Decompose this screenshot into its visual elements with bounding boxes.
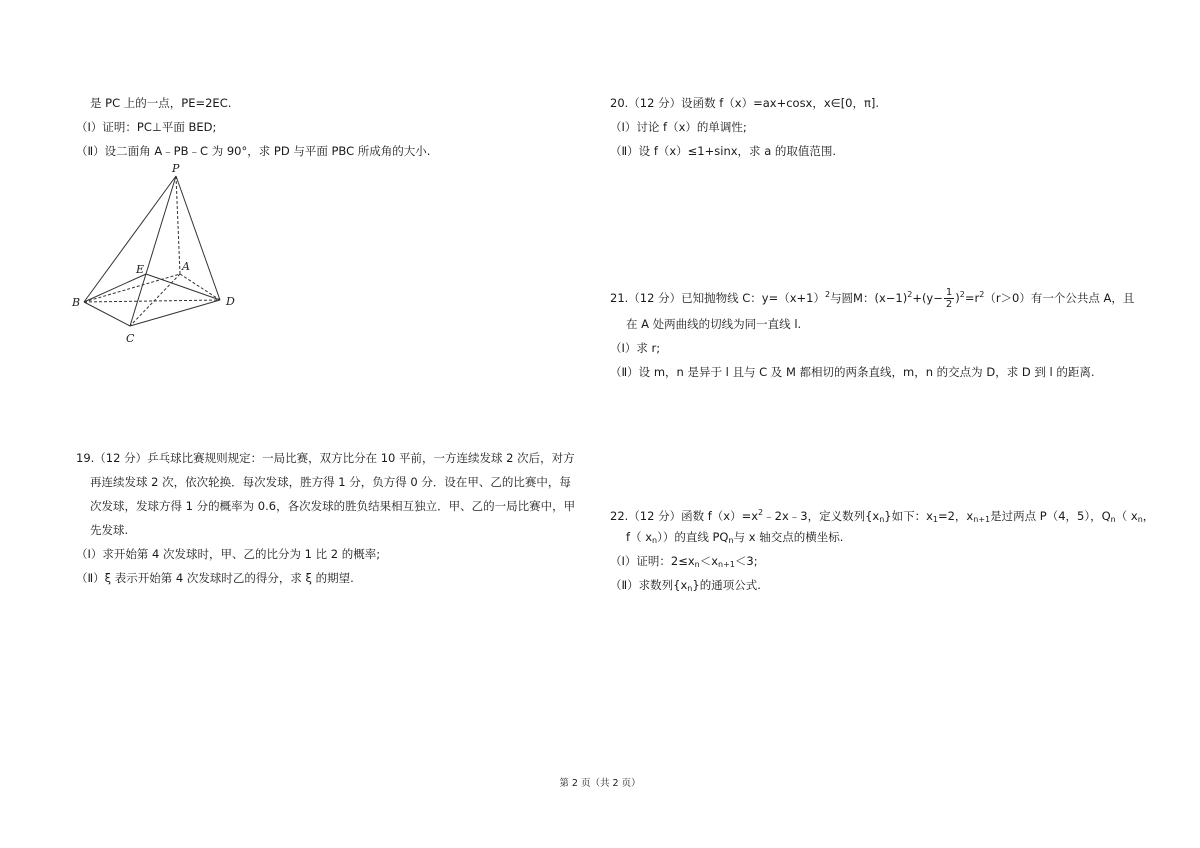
- q22-l2-c: 与 x 轴交点的横坐标.: [733, 530, 844, 544]
- q21-exp-circle-x: 2: [907, 290, 913, 299]
- edge-BA-dashed: [84, 274, 180, 302]
- edge-PC: [130, 176, 176, 326]
- q22-text-f: （ x: [1115, 509, 1138, 523]
- label-P: P: [172, 162, 180, 175]
- pyramid-figure: [60, 162, 260, 352]
- q22-sub-1: 1: [932, 515, 938, 524]
- q22-p2-b: }的通项公式.: [692, 578, 761, 592]
- q22-l2-a: f（ x: [626, 530, 653, 544]
- q18-continuation: 是 PC 上的一点，PE=2EC.: [90, 96, 232, 110]
- q19-line2: 再连续发球 2 次，依次轮换．每次发球，胜方得 1 分，负方得 0 分．设在甲、乙的比赛中，每: [90, 475, 571, 489]
- q20-part2: （Ⅱ）设 f（x）≤1+sinx，求 a 的取值范围.: [610, 144, 837, 158]
- edge-BC: [84, 302, 130, 326]
- q21-lead: 21.（12 分）已知抛物线 C：y=（x+1）: [610, 291, 825, 305]
- q22-p1-c: ＜3;: [734, 554, 758, 568]
- q22-part2: [610, 577, 761, 597]
- q21-exp-r: 2: [979, 290, 985, 299]
- edge-BD-dashed: [84, 300, 220, 302]
- q19-part1: （Ⅰ）求开始第 4 次发球时，甲、乙的比分为 1 比 2 的概率;: [76, 547, 381, 561]
- q21-line2: 在 A 处两曲线的切线为同一直线 l.: [626, 317, 802, 331]
- q22-l2-sub-n-2: n: [728, 536, 734, 545]
- q19-line3: 次发球，发球方得 1 分的概率为 0.6，各次发球的胜负结果相互独立．甲、乙的一局比赛中，甲: [90, 499, 576, 513]
- q22-text-e: 是过两点 P（4，5），Q: [990, 509, 1111, 523]
- label-B: B: [72, 296, 81, 309]
- q21-fraction: [944, 287, 954, 310]
- label-E: E: [136, 263, 145, 276]
- q20-line1: 20.（12 分）设函数 f（x）=ax+cosx，x∈[0，π].: [610, 96, 880, 110]
- q22-sub-n-3: n: [1137, 515, 1143, 524]
- q22-exp: 2: [758, 508, 764, 517]
- q22-p1-sub-n1: n+1: [718, 560, 735, 569]
- edge-CD: [130, 300, 220, 326]
- q22-text-c: }如下：x: [884, 509, 933, 523]
- q22-part1: [610, 553, 758, 573]
- q22-p2-sub-n: n: [687, 584, 693, 593]
- edge-BE: [84, 274, 146, 302]
- q22-p1-sub-n: n: [694, 560, 700, 569]
- label-D: D: [226, 295, 235, 308]
- q22-text-a: 22.（12 分）函数 f（x）=x: [610, 509, 759, 523]
- q18-part1: （Ⅰ）证明：PC⊥平面 BED;: [76, 120, 217, 134]
- q21-line1: [610, 287, 1134, 310]
- page-footer: 第 2 页（共 2 页）: [559, 778, 641, 789]
- q21-exp-parabola: 2: [824, 290, 831, 299]
- q22-line1: [610, 505, 1154, 528]
- q21-frac-num: 1: [945, 287, 953, 298]
- q21-part1: （Ⅰ）求 r;: [610, 341, 661, 355]
- label-A: A: [182, 260, 190, 273]
- edge-PA-dashed: [176, 176, 180, 274]
- q19-part2: （Ⅱ）ξ 表示开始第 4 次发球时乙的得分，求 ξ 的期望.: [76, 571, 354, 585]
- q21-mid: 与圆M：(x−1): [830, 291, 908, 305]
- q21-frac-den: 2: [945, 299, 953, 310]
- q22-text-d: =2，x: [937, 509, 974, 523]
- q20-part1: （Ⅰ）讨论 f（x）的单调性;: [610, 120, 747, 134]
- q22-sub-n-2: n: [1110, 515, 1116, 524]
- edge-PB: [84, 176, 176, 302]
- q21-close: ): [955, 291, 960, 305]
- q18-part2: （Ⅱ）设二面角 A﹣PB﹣C 为 90°，求 PD 与平面 PBC 所成角的大小.: [76, 144, 431, 158]
- q21-tail: （r＞0）有一个公共点 A，且: [984, 291, 1135, 305]
- q21-exp-circle-y: 2: [959, 290, 965, 299]
- label-C: C: [126, 332, 135, 345]
- q21-eq-r: =r: [964, 291, 980, 305]
- q22-l2-sub-n-1: n: [652, 536, 658, 545]
- edge-ED: [146, 274, 220, 300]
- q22-l2-b: ））的直线 PQ: [657, 530, 729, 544]
- q19-line4: 先发球.: [90, 523, 129, 537]
- q22-p1-a: （Ⅰ）证明：2≤x: [610, 554, 695, 568]
- edge-PD: [176, 176, 220, 300]
- q21-part2: （Ⅱ）设 m，n 是异于 l 且与 C 及 M 都相切的两条直线，m，n 的交点为 D，求 D 到 l 的距离.: [610, 365, 1095, 379]
- q22-p1-b: ＜x: [699, 554, 719, 568]
- q22-p2-a: （Ⅱ）求数列{x: [610, 578, 688, 592]
- q22-line2: [626, 529, 843, 549]
- q21-plus: +(y−: [912, 291, 943, 305]
- q22-sub-n1: n+1: [973, 515, 991, 524]
- edge-AD-dashed: [180, 274, 220, 300]
- q22-text-b: ﹣2x﹣3，定义数列{x: [763, 509, 880, 523]
- q19-line1: 19.（12 分）乒乓球比赛规则规定：一局比赛，双方比分在 10 平前，一方连续发球 2 次后，对方: [76, 451, 575, 465]
- q22-sub-n-1: n: [879, 515, 885, 524]
- q22-text-g: ，: [1142, 509, 1155, 523]
